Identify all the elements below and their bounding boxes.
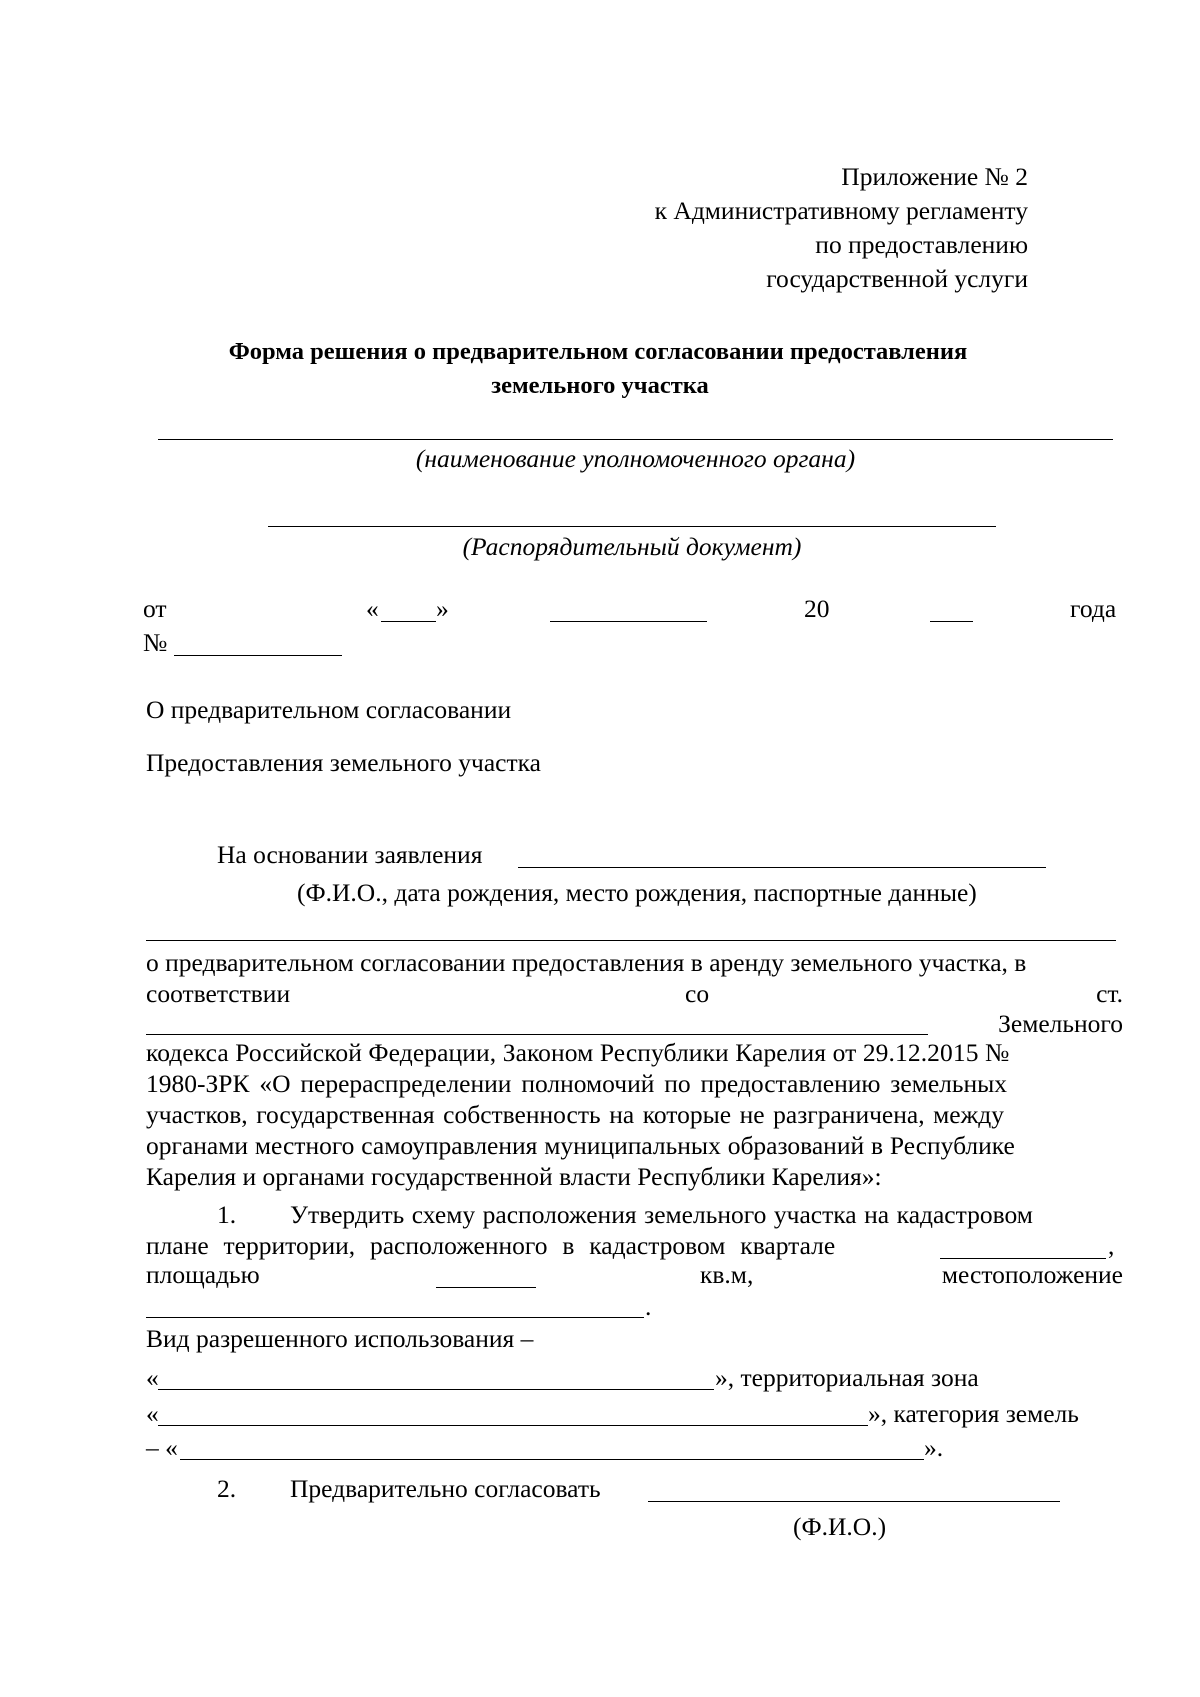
applicant-caption: (Ф.И.О., дата рождения, место рождения, паспортные данные): [297, 878, 977, 907]
usage-quote-open: «: [146, 1363, 159, 1392]
permitted-use-field: [158, 1389, 714, 1390]
item-1-line-1: Утвердить схему расположения земельного участка на кадастровом: [290, 1200, 1033, 1229]
article-number-field: [146, 1034, 928, 1035]
organ-name-field: [158, 439, 1113, 440]
subject-line-1: О предварительном согласовании: [146, 695, 512, 724]
location-period: .: [645, 1292, 652, 1321]
form-title-line-2: земельного участка: [491, 372, 709, 399]
year-field: [930, 621, 973, 622]
subject-line-2: Предоставления земельного участка: [146, 748, 541, 777]
organ-name-caption: (наименование уполномоченного органа): [415, 444, 856, 473]
usage-label: Вид разрешенного использования –: [146, 1324, 534, 1353]
form-title-line-1: Форма решения о предварительном согласовании предоставления: [228, 338, 968, 365]
body-line-2-start: соответствии: [146, 979, 291, 1008]
date-quote-close: »: [436, 594, 449, 623]
year-word-label: года: [1070, 594, 1117, 623]
land-category-field: [180, 1459, 924, 1460]
item-1-number: 1.: [217, 1200, 237, 1229]
date-from-label: от: [143, 594, 167, 623]
month-field: [550, 621, 707, 622]
body-line-5: 1980-ЗРК «О перераспределении полномочий по предоставлению земельных: [146, 1069, 1008, 1098]
document-number-field: [174, 655, 342, 656]
area-unit: кв.м,: [700, 1260, 754, 1289]
appendix-reference: к Административному регламенту: [654, 196, 1028, 225]
body-line-6: участков, государственная собственность на которые не разграничена, между: [146, 1100, 1004, 1129]
applicant-details-field: [146, 940, 1116, 941]
body-line-2-middle: со: [685, 979, 710, 1008]
day-field: [381, 621, 436, 622]
date-quote-open: «: [366, 594, 379, 623]
number-sign: №: [143, 628, 168, 657]
appendix-reference-3: государственной услуги: [766, 264, 1028, 293]
body-line-3: Земельного: [998, 1009, 1123, 1038]
body-line-2-end: ст.: [1096, 979, 1123, 1008]
area-label: площадью: [146, 1260, 260, 1289]
territorial-zone-label: », территориальная зона: [715, 1363, 979, 1392]
body-line-1: о предварительном согласовании предоставления в аренду земельного участка, в: [146, 948, 1027, 977]
item-2-number: 2.: [217, 1474, 237, 1503]
body-line-7: органами местного самоуправления муниципальных образований в Республике: [146, 1131, 1015, 1160]
document-type-caption: (Распорядительный документ): [462, 532, 802, 561]
century-label: 20: [804, 594, 830, 623]
location-field: [146, 1317, 644, 1318]
location-label: местоположение: [941, 1260, 1123, 1289]
zone-quote-open: «: [146, 1399, 159, 1428]
basis-label: На основании заявления: [217, 840, 483, 869]
body-line-4: кодекса Российской Федерации, Законом Республики Карелия от 29.12.2015 №: [146, 1038, 1010, 1067]
category-dash-quote: – «: [146, 1433, 178, 1462]
land-category-label: », категория земель: [868, 1399, 1079, 1428]
applicant-name-caption: (Ф.И.О.): [793, 1512, 887, 1541]
item-2-label: Предварительно согласовать: [290, 1474, 601, 1503]
document-type-field: [268, 526, 996, 527]
category-end: ».: [924, 1433, 944, 1462]
area-field: [436, 1287, 536, 1288]
applicant-field: [518, 867, 1046, 868]
item-1-comma: ,: [1108, 1231, 1115, 1260]
item-1-line-2: плане территории, расположенного в кадастровом квартале: [146, 1231, 836, 1260]
appendix-reference-2: по предоставлению: [815, 230, 1028, 259]
territorial-zone-field: [158, 1425, 868, 1426]
appendix-number: Приложение № 2: [841, 162, 1028, 191]
applicant-name-field: [648, 1501, 1060, 1502]
cadastral-quarter-field: [940, 1258, 1106, 1259]
body-line-8: Карелия и органами государственной власти Республики Карелия»:: [146, 1162, 882, 1191]
